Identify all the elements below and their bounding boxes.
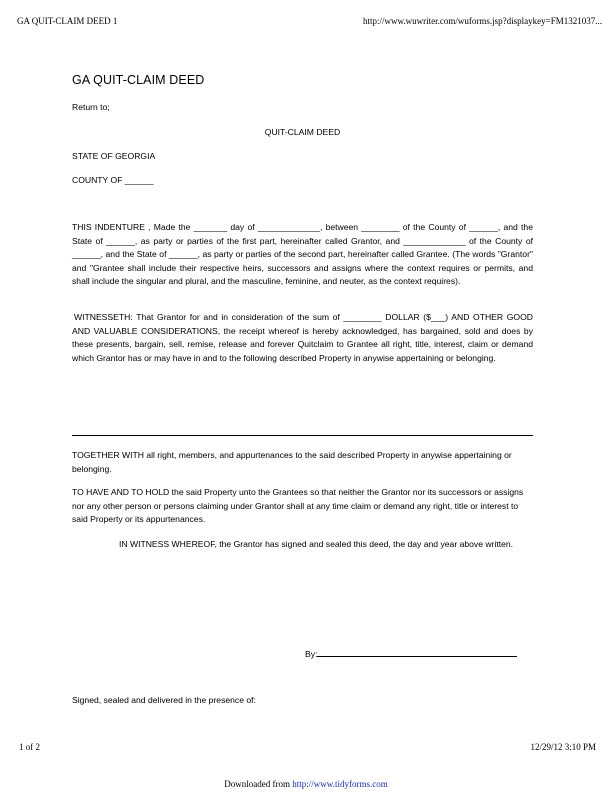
signed-presence: Signed, sealed and delivered in the presence of: [72,695,256,705]
indenture-paragraph: THIS INDENTURE , Made the _______ day of _____________, between ________ of the County of ______, and the State of ______, as party or parties of the first part, hereinafter called Grantor, and _____________ of the County of ______, and the State of ______, as party or parties of the second part, hereinafter called Grantee. (The words "Grantor" and "Grantee shall include their respective heirs, successors and assigns where the context requires or permits, and shall include the singular and plural, and the masculine, feminine, and neuter, as the context requires). [72,222,533,286]
state-line: STATE OF GEORGIA [72,151,156,161]
deed-subtitle: QUIT-CLAIM DEED [264,127,341,137]
print-datetime: 12/29/12 3:10 PM [530,742,596,752]
document-title: GA QUIT-CLAIM DEED [72,73,205,87]
header-url: http://www.wuwriter.com/wuforms.jsp?displaykey=FM1321037... [363,16,602,26]
download-prefix: Downloaded from [224,779,293,789]
to-have-paragraph: TO HAVE AND TO HOLD the said Property unto the Grantees so that neither the Grantor nor its successors or assigns nor any other person or persons claiming under Grantor shall at any time claim or demand any right, title or interest to said Property or its appurtenances. [72,487,524,524]
by-label: By: [305,649,318,659]
return-to: Return to; [72,102,110,112]
page-number: 1 of 2 [19,742,40,752]
county-line: COUNTY OF ______ [72,175,154,185]
download-link[interactable]: http://www.tidyforms.com [292,779,388,789]
download-credit [0,779,612,789]
signature-line [317,647,517,657]
in-witness-paragraph: IN WITNESS WHEREOF, the Grantor has signed and sealed this deed, the day and year above written. [119,539,514,549]
property-description-line [72,435,533,436]
together-paragraph: TOGETHER WITH all right, members, and appurtenances to the said described Property in anywise appertaining or belonging. [72,450,512,474]
signature-by [305,647,517,659]
witnesseth-paragraph: WITNESSETH: That Grantor for and in consideration of the sum of ________ DOLLAR ($___) AND OTHER GOOD AND VALUABLE CONSIDERATIONS, the receipt whereof is hereby acknowledged, has bargained, sold and does by these presents, bargain, sell, remise, release and forever Quitclaim to Grantee all right, title, interest, claim or demand which Grantor has or may have in and to the following described Property in anywise appertaining or belonging. [72,312,533,363]
header-title: GA QUIT-CLAIM DEED 1 [17,16,118,26]
